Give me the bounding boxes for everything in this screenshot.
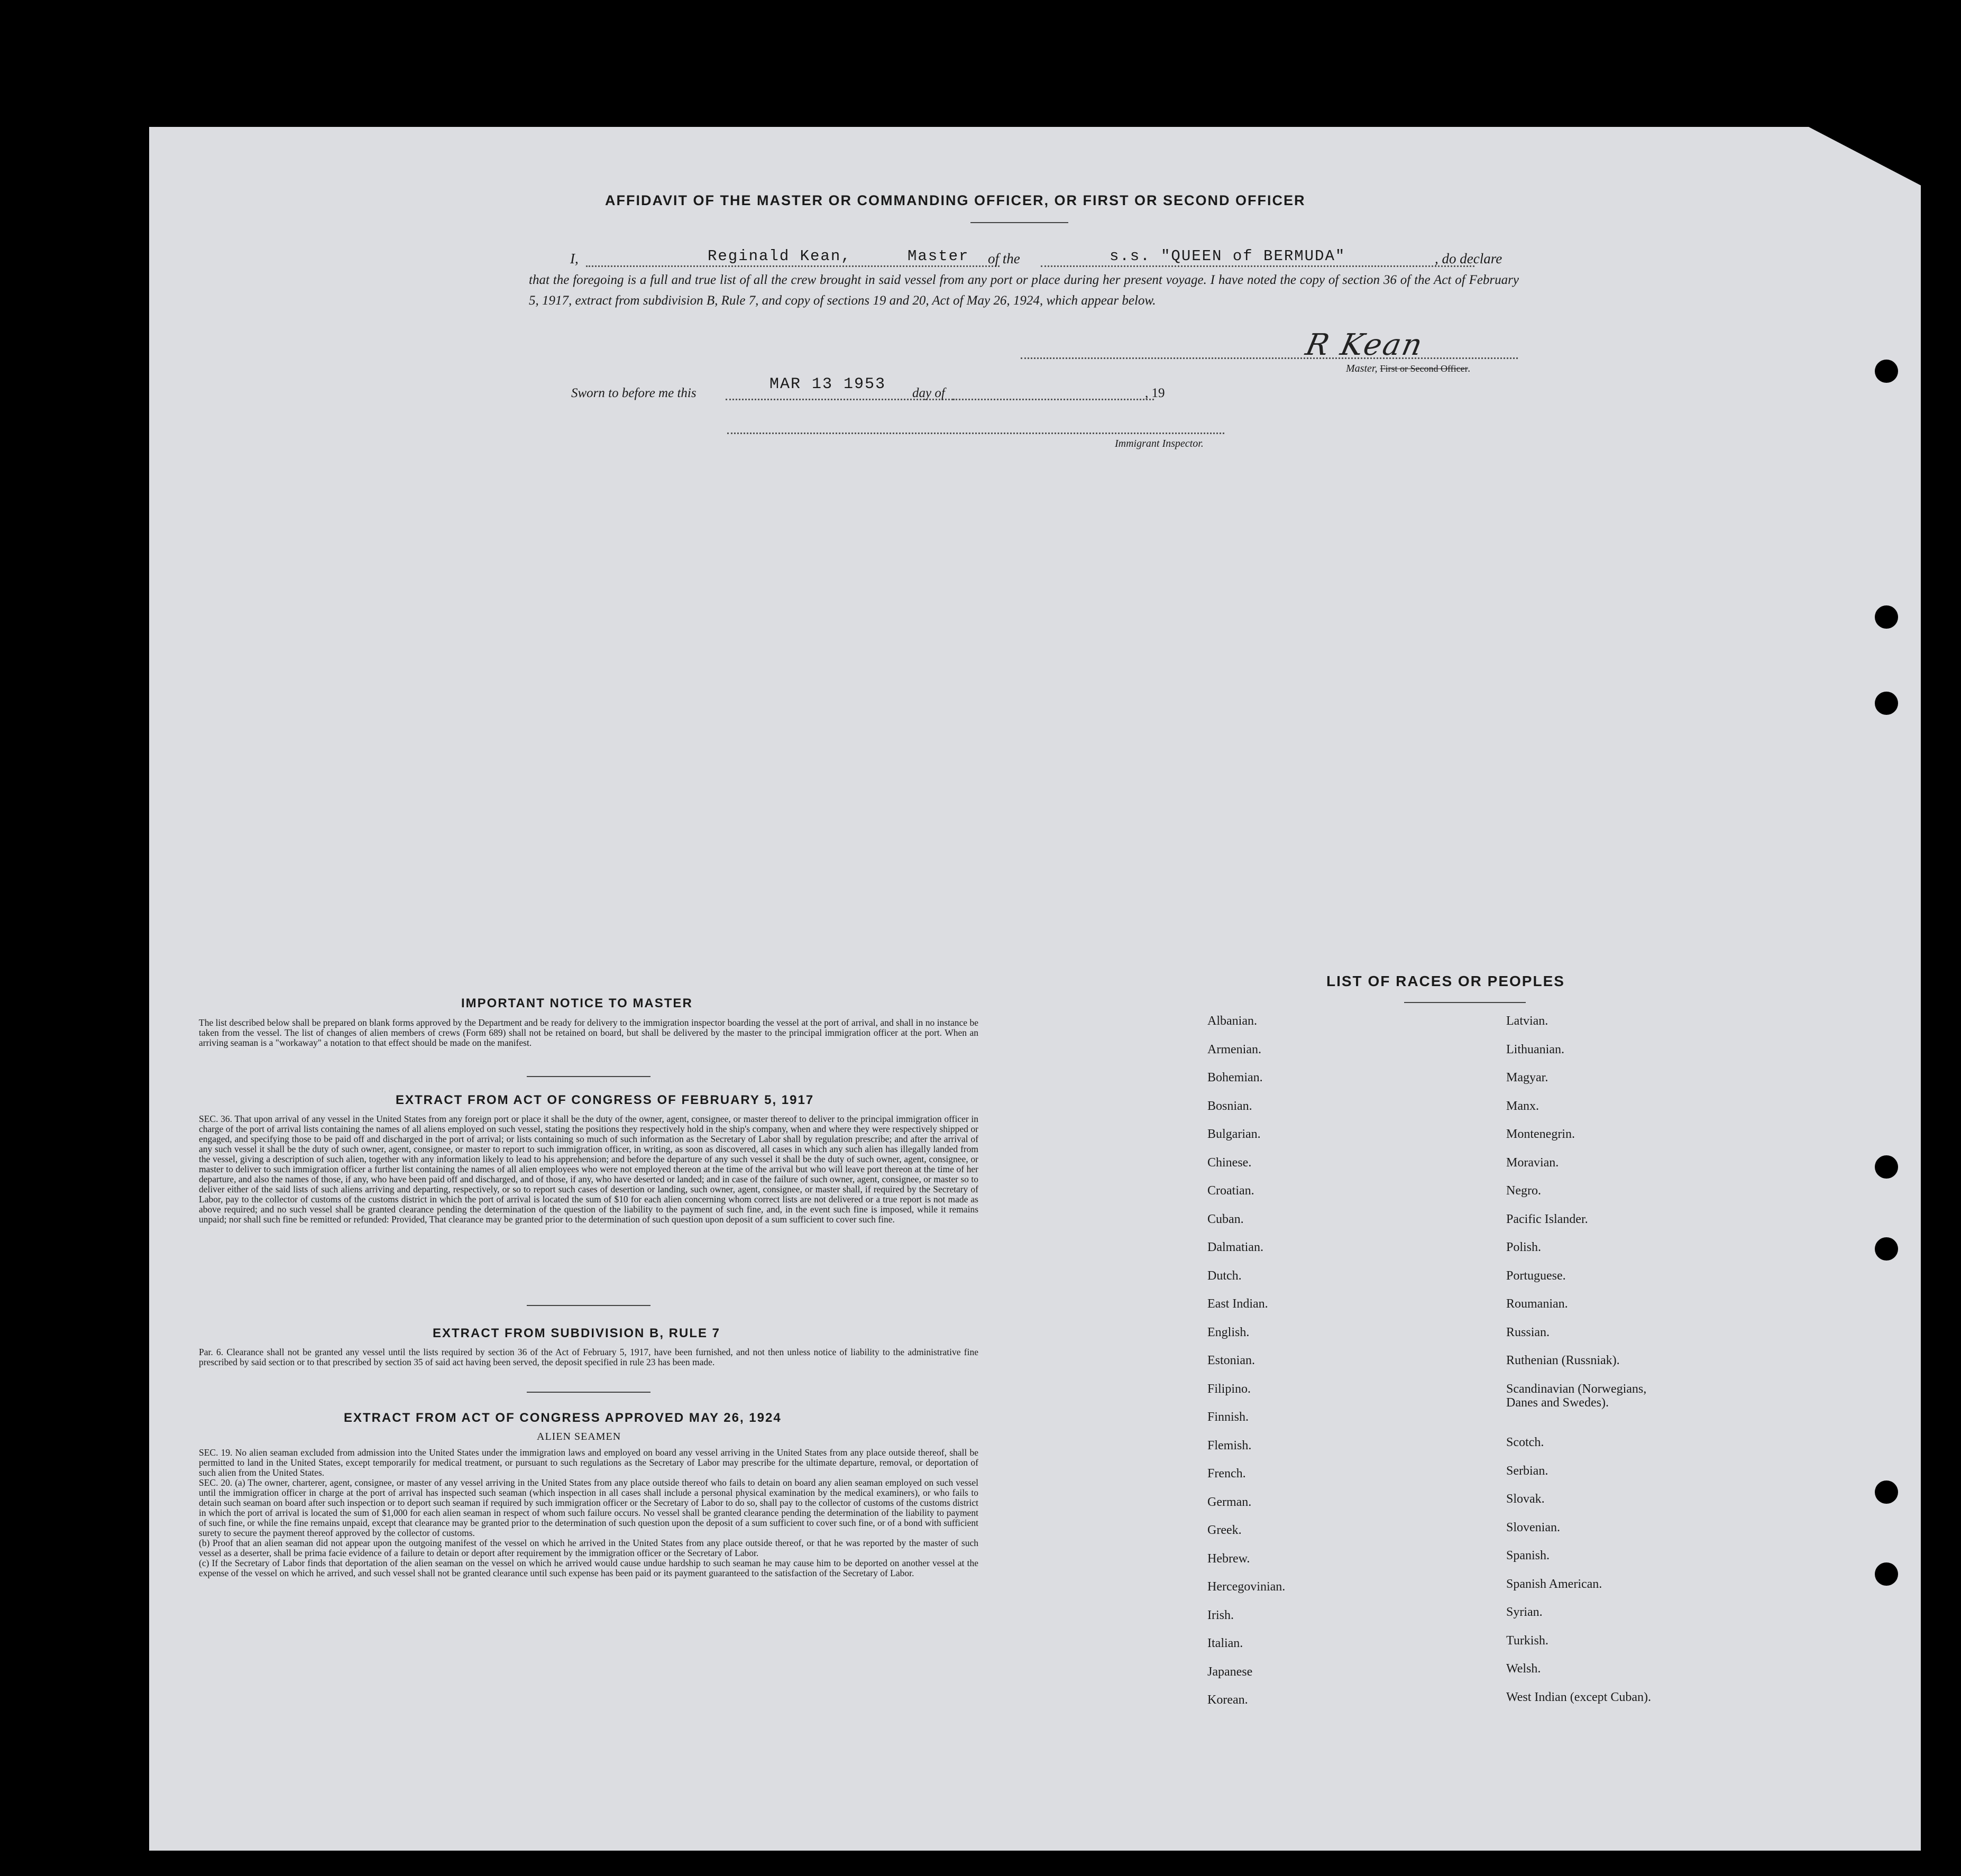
race-item: Slovenian. [1506,1520,1560,1534]
race-item: German. [1207,1495,1252,1509]
race-item: Lithuanian. [1506,1042,1564,1056]
race-item: Spanish. [1506,1549,1550,1563]
race-item: Cuban. [1207,1212,1244,1226]
master-rank: Master [908,247,969,265]
race-item: Turkish. [1506,1633,1548,1648]
extract-rule7-text: Par. 6. Clearance shall not be granted any vessel until the lists required by section 36 of the Act of February 5, 1917, have been furnished, and not then unless notice of liability to the administrative fine prescribed by said section or to that prescribed by section 35 of said act having been served, the deposit specified in rule 23 has been made. [199,1347,978,1367]
day-of-label: day of [912,386,945,400]
sec19-text: SEC. 19. No alien seaman excluded from admission into the United States under the immigration laws and employed on board any vessel arriving in the United States from any place outside thereof, shall be permitted to land in the United States, except temporarily for medical treatment, or pursuant to such regulations as the Secretary of Labor may prescribe for the ultimate departure, removal, or deportation of such alien from the United States. [199,1447,978,1478]
signature-caption: Master, First or Second Officer. [1346,363,1471,374]
race-item: Finnish. [1207,1410,1249,1424]
vessel-name: s.s. "QUEEN of BERMUDA" [1110,247,1346,265]
race-item: Polish. [1506,1240,1542,1254]
sworn-line [571,375,1179,400]
affidavit-title: AFFIDAVIT OF THE MASTER OR COMMANDING OFFICER, OR FIRST OR SECOND OFFICER [605,192,1306,208]
race-item: Manx. [1506,1099,1539,1113]
race-item: Pacific Islander. [1506,1212,1588,1226]
punch-hole [1875,1237,1898,1261]
alien-seamen-subtitle: ALIEN SEAMEN [537,1431,621,1442]
race-item: Serbian. [1506,1464,1548,1478]
race-item: Irish. [1207,1608,1234,1622]
race-item: Albanian. [1207,1014,1257,1028]
notice-title: IMPORTANT NOTICE TO MASTER [461,996,693,1010]
inspector-caption: Immigrant Inspector. [1115,438,1204,449]
master-name: Reginald Kean, [708,247,851,265]
race-item: Montenegrin. [1506,1127,1575,1141]
race-item: Spanish American. [1506,1577,1602,1591]
punch-hole [1875,1562,1898,1586]
extract-1917-title: EXTRACT FROM ACT OF CONGRESS OF FEBRUARY 5, 1917 [396,1093,814,1107]
of-the-label: of the [988,251,1020,266]
race-item: Flemish. [1207,1438,1252,1452]
punch-hole [1875,605,1898,629]
race-item: Estonian. [1207,1354,1255,1367]
signature: R Kean [1303,328,1427,362]
sec20b-text: (b) Proof that an alien seaman did not appear upon the outgoing manifest of the vessel on which he arrived in the United States from any place outside thereof, or that he was reported by the master of such vessel as a deserter, shall be prima facie evidence of a failure to detain or deport after requirement by the immigration officer or the Secretary of Labor. [199,1538,978,1558]
race-item: Dutch. [1207,1268,1242,1283]
race-item: Moravian. [1506,1155,1559,1170]
do-declare-label: , do declare [1435,251,1502,266]
punch-hole [1875,360,1898,383]
race-item: Negro. [1506,1184,1541,1198]
race-item: Welsh. [1506,1662,1541,1676]
race-item: Roumanian. [1506,1297,1568,1311]
year-prefix: , 19 [1145,386,1165,400]
races-title: LIST OF RACES OR PEOPLES [1326,973,1565,989]
sec20c-text: (c) If the Secretary of Labor finds that deportation of the alien seaman on the vessel on which he arrived would cause undue hardship to such seaman he may cause him to be deported on another vessel at the expense of the vessel on which he arrived, and such vessel shall not be granted clearance until such expense has been paid or its payment guaranteed to the satisfaction of the Secretary of Labor. [199,1558,978,1578]
race-item: French. [1207,1467,1246,1480]
race-item: Filipino. [1207,1382,1251,1396]
race-item: Chinese. [1207,1155,1252,1170]
race-item: Scotch. [1506,1436,1544,1450]
race-item: Syrian. [1506,1605,1543,1620]
declaration-line [570,247,1519,269]
race-item: Italian. [1207,1636,1243,1650]
race-item: Hercegovinian. [1207,1580,1286,1594]
race-item: Slovak. [1506,1492,1545,1506]
race-item: West Indian (except Cuban). [1506,1690,1651,1704]
race-item: Bosnian. [1207,1099,1252,1113]
race-item: Korean. [1207,1693,1248,1707]
sec20a-text: SEC. 20. (a) The owner, charterer, agent, consignee, or master of any vessel arriving in the United States from any place outside thereof who fails to detain on board any alien seaman employed on such vessel until the immigration officer in charge at the port of arrival has inspected such seaman (which inspection in all cases shall include a personal physical examination by the medical examiners), or who fails to detain such seaman on board after such inspection or to deport such seaman if required by such immigration officer or the Secretary of Labor to do so, shall pay to the collector of customs of the customs district in which the port of arrival is located the sum of $1,000 for each alien seaman in respect of whom such failure occurs. No vessel shall be granted clearance pending the determination of the liability to payment of such fine, or while the fine remains unpaid, except that clearance may be granted prior to the determination of such question upon the deposit of a sum sufficient to cover such fine, or of a bond with sufficient surety to secure the payment thereof approved by the collector of customs. [199,1477,978,1538]
race-item: English. [1207,1325,1250,1339]
torn-corner [1809,127,1930,190]
race-item: Armenian. [1207,1042,1261,1056]
punch-hole [1875,1480,1898,1504]
extract-1917-text: SEC. 36. That upon arrival of any vessel in the United States from any foreign port or place it shall be the duty of the owner, agent, consignee, or master thereof to deliver to the principal immigration officer in charge of the port of arrival lists containing the names of all aliens employed on such vessel, stating the positions they respectively hold in the ship's company, when and where they were respectively shipped or engaged, and specifying those to be paid off and discharged in the port of arrival; or lists containing so much of such information as the Secretary of Labor shall by regulation prescribe; and after the arrival of any such vessel it shall be the duty of such owner, agent, consignee, or master to report to such immigration officer, in writing, as soon as discovered, all cases in which any such alien has illegally landed from the vessel, giving a description of such alien, together with any information likely to lead to his apprehension; and before the departure of any such vessel it shall be the duty of such owner, agent, consignee, or master to deliver to such immigration officer a further list containing the names of all alien employees who were not employed thereon at the time of the arrival but who will leave port thereon at the time of her departure, and also the names of those, if any, who have been paid off and discharged, and of those, if any, who have deserted or landed; and in case of the failure of such owner, agent, consignee, or master so to deliver either of the said lists of such aliens arriving and departing, respectively, or so to report such cases of desertion or landing, such owner, agent, consignee, or master shall, if required by the Secretary of Labor, pay to the collector of customs of the customs district in which the port of arrival is located the sum of $10 for each alien concerning whom correct lists are not delivered or a true report is not made as above required; and no such vessel shall be granted clearance pending the determination of the question of the liability to the payment of such fine, and, in the event such fine is imposed, while it remains unpaid; nor shall such fine be remitted or refunded: Provided, That clearance may be granted prior to the determination of such question upon deposit of a sum sufficient to cover such fine. [199,1114,978,1225]
race-item: Japanese [1207,1665,1253,1679]
i-label: I, [570,251,579,266]
extract-rule7-title: EXTRACT FROM SUBDIVISION B, RULE 7 [433,1326,721,1340]
declaration-body: that the foregoing is a full and true list of all the crew brought in said vessel from any port or place during her present voyage. I have noted the copy of section 36 of the Act of February 5, 1917, extract from subdivision B, Rule 7, and copy of sections 19 and 20, Act of May 26, 1924, which appear below. [529,273,1519,308]
race-item: Scandinavian (Norwegians, Danes and Swedes). [1506,1382,1647,1410]
race-item: Greek. [1207,1523,1242,1537]
race-item: Ruthenian (Russniak). [1506,1354,1620,1367]
race-item: Portuguese. [1506,1268,1566,1283]
race-item: East Indian. [1207,1297,1268,1311]
race-item: Latvian. [1506,1014,1548,1028]
race-item: Russian. [1506,1325,1550,1339]
struck-officer-text: First or Second Officer [1380,363,1468,374]
extract-1924-text [199,1448,978,1578]
race-item: Croatian. [1207,1184,1254,1198]
race-item: Dalmatian. [1207,1240,1263,1254]
notice-text: The list described below shall be prepared on blank forms approved by the Department and be ready for delivery to the immigration inspector boarding the vessel at the port of arrival, and shall in no instance be taken from the vessel. The list of changes of alien members of crews (Form 689) shall not be retained on board, but shall be delivered by the master to the principal immigration officer at the port. When an arriving seaman is a "workaway" a notation to that effect should be made on the manifest. [199,1017,978,1048]
extract-1924-title: EXTRACT FROM ACT OF CONGRESS APPROVED MAY 26, 1924 [344,1411,782,1425]
punch-hole [1875,692,1898,715]
punch-hole [1875,1155,1898,1179]
title-divider [970,222,1068,223]
race-item: Magyar. [1506,1071,1548,1084]
sworn-label: Sworn to before me this [571,386,697,400]
race-item: Bohemian. [1207,1071,1263,1084]
race-item: Bulgarian. [1207,1127,1261,1141]
race-item: Hebrew. [1207,1551,1250,1566]
sworn-date-stamp: MAR 13 1953 [769,375,886,393]
